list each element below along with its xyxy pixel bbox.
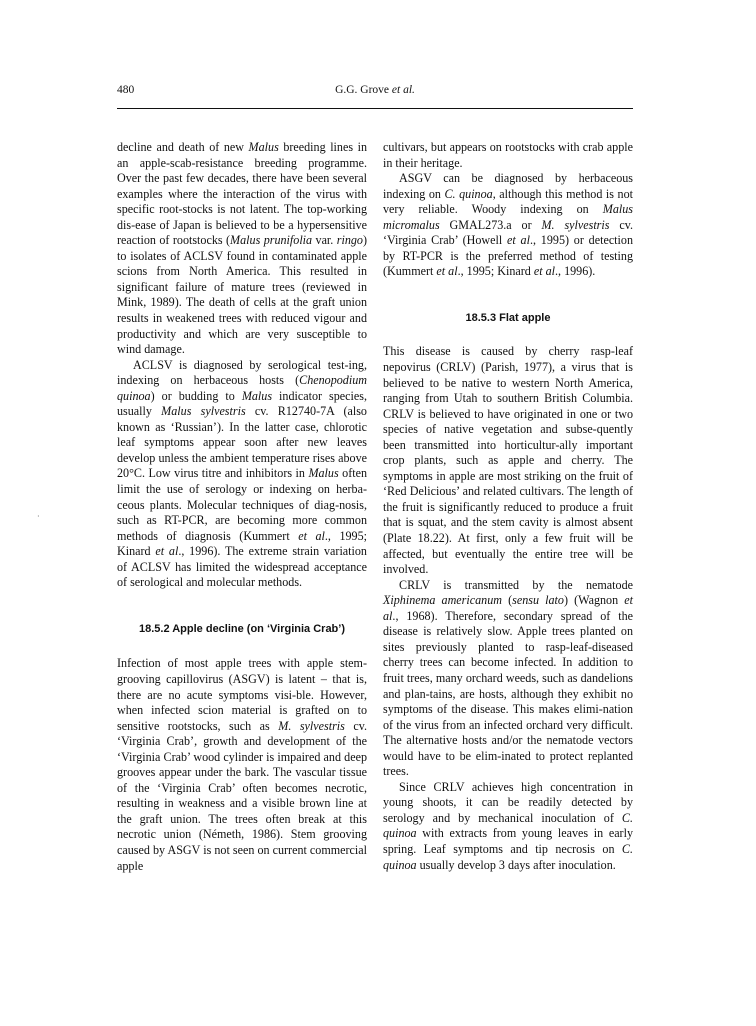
italic-term: Xiphinema americanum: [383, 593, 502, 608]
paragraph: CRLV is transmitted by the nematode Xiphinema americanum (sensu lato) (Wagnon et al., 1968). Therefore, secondary spread of the disease is relatively slow. Apple trees planted on sites previously planted to rasp-leaf-diseased cherry trees can become infected. In addition to fruit trees, many orchard weeds, such as dandelions and plan-tains, are hosts, although they exhibit no symptoms of the disease. This makes elimi-nation of the virus from an infected orchard very difficult. The alternative hosts and/or the nematode vectors would have to be elim-inated to protect replanted trees.: [383, 577, 633, 779]
running-header: [117, 84, 633, 102]
paragraph: ASGV can be diagnosed by herbaceous indexing on C. quinoa, although this method is not very reliable. Woody indexing on Malus micromalus GMAL273.a or M. sylvestris cv. ‘Virginia Crab’ (Howell et al., 1995) or detection by RT-PCR is the preferred method of testing (Kummert et al., 1995; Kinard et al., 1996).: [383, 171, 633, 279]
paragraph: decline and death of new Malus breeding lines in an apple-scab-resistance breeding programme. Over the past few decades, there have been several examples where the interaction of the virus with specific root-stocks is not latent. The top-working dis-ease of Japan is believed to be a hypersensitive reaction of rootstocks (Malus prunifolia var. ringo) to isolates of ACLSV found in contaminated apple scions from North America. This resulted in significant failure of mature trees (reviewed in Mink, 1989). The death of cells at the graft union results in weakened trees with reduced vigour and productivity and which are very susceptible to wind damage.: [117, 140, 367, 357]
italic-term: ringo: [336, 233, 363, 248]
italic-term: C. quinoa: [383, 841, 633, 872]
paragraph: cultivars, but appears on rootstocks with crab apple in their heritage.: [383, 140, 633, 170]
page-number: 480: [117, 84, 135, 96]
section-heading: 18.5.3 Flat apple: [465, 311, 551, 324]
right-column: [383, 140, 633, 873]
paragraph: ACLSV is diagnosed by serological test-ing, indexing on herbaceous hosts (Chenopodium quinoa) or budding to Malus indicator species, usually Malus sylvestris cv. R12740-7A (also known as ‘Russian’). In the latter case, chlorotic leaf symptoms appear soon after new leaves develop unless the ambient temperature rises above 20°C. Low virus titre and inhibitors in Malus often limit the use of serology or indexing on herba-ceous plants. Molecular techniques of diag-nosis, such as RT-PCR, are becoming more common methods of diagnosis (Kummert et al., 1995; Kinard et al., 1996). The extreme strain variation of ACLSV has limited the widespread acceptance of serological and molecular methods.: [117, 357, 367, 590]
running-head-etal: et al.: [391, 84, 415, 96]
italic-term: et al: [436, 264, 458, 279]
italic-term: et al: [383, 593, 633, 623]
italic-term: Chenopodium quinoa: [117, 373, 367, 403]
italic-term: Malus prunifolia: [230, 233, 313, 248]
italic-term: C. quinoa: [444, 186, 493, 201]
margin-mark: ·: [37, 512, 40, 521]
italic-term: et al: [155, 544, 179, 559]
left-column: [117, 140, 367, 874]
italic-term: Malus: [308, 466, 339, 481]
italic-term: M. sylvestris: [541, 217, 610, 232]
italic-term: Malus: [241, 388, 273, 403]
italic-term: C. quinoa: [383, 810, 633, 841]
italic-term: Malus sylvestris: [161, 404, 246, 419]
italic-term: et al: [533, 264, 555, 279]
italic-term: sensu lato: [512, 593, 564, 608]
paragraph: Since CRLV achieves high concentration in young shoots, it can be readily detected by serology and by mechanical inoculation of C. quinoa with extracts from young leaves in early spring. Leaf symptoms and tip necrosis on C. quinoa usually develop 3 days after inoculation.: [383, 779, 633, 872]
paragraph: This disease is caused by cherry rasp-leaf nepovirus (CRLV) (Parish, 1977), a virus that is believed to be native to western North America, ranging from Utah to southern British Columbia. CRLV is believed to have originated in one or two species of native vegetation and subse-quently been transmitted into horticultur-ally important crop plants, such as apple and cherry. The symptoms in apple are most striking on the fruit of ‘Red Delicious’ and related cultivars. The length of the fruit is significantly reduced to produce a fruit that is squat, and the stem cavity is almost absent (Plate 18.22). At first, only a few fruit will be affected, but eventually the entire tree will be involved.: [383, 344, 633, 577]
section-heading: 18.5.2 Apple decline (on ‘Virginia Crab’): [139, 622, 345, 635]
running-head: [117, 84, 633, 96]
italic-term: M. sylvestris: [278, 718, 345, 733]
italic-term: et al: [298, 528, 325, 543]
paragraph: Infection of most apple trees with apple stem-grooving capillovirus (ASGV) is latent – that is, there are no acute symptoms visi-ble. However, when infected scion material is grafted on to sensitive rootstocks, such as M. sylvestris cv. ‘Virginia Crab’, growth and development of the ‘Virginia Crab’ wood cylinder is impaired and deep grooves appear under the bark. The vascular tissue of the ‘Virginia Crab’ often becomes necrotic, resulting in weakness and a visible brown line at the graft union. The trees often break at this necrotic union (Németh, 1986). Stem grooving caused by ASGV is not seen on current commercial apple: [117, 656, 367, 873]
italic-term: et al: [507, 233, 530, 248]
header-rule: [117, 108, 633, 109]
italic-term: Malus micromalus: [383, 202, 633, 232]
running-head-authors: G.G. Grove: [335, 84, 392, 96]
italic-term: Malus: [248, 140, 279, 154]
